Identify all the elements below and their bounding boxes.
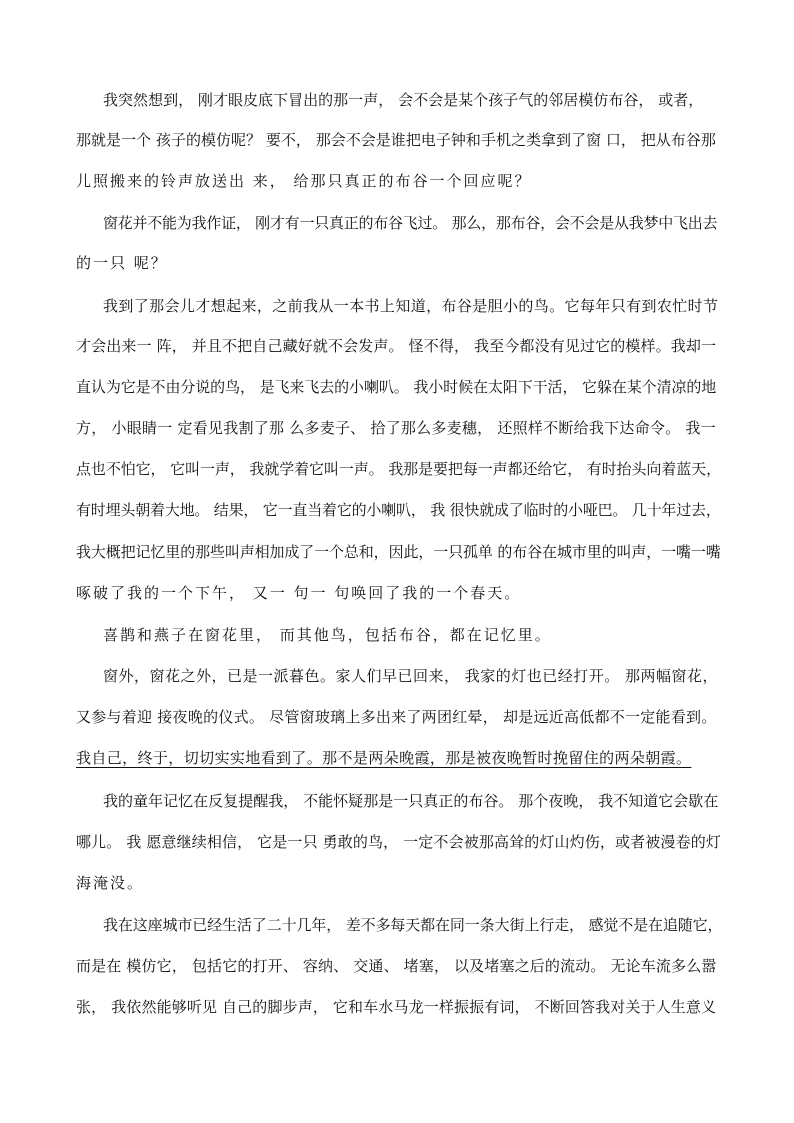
text-line: 喜鹊和燕子在窗花里， 而其他鸟，包括布谷，都在记忆里。 bbox=[103, 626, 552, 644]
text-line: 直认为它是不由分说的鸟， 是飞来飞去的小喇叭。 我小时候在太阳下干活， 它躲在某个清凉的地 bbox=[76, 378, 717, 396]
text-line: 张， 我依然能够听见 自己的脚步声， 它和车水马龙一样振振有词， 不断回答我对关于人生意义 bbox=[76, 998, 717, 1016]
text-line: 又参与着迎 接夜晚的仪式。 尽管窗玻璃上多出来了两团红晕， 却是远近高低都不一定能看到。 bbox=[76, 708, 717, 726]
text-line: 我在这座城市已经生活了二十几年， 差不多每天都在同一条大街上行走， 感觉不是在追随它， bbox=[103, 916, 723, 934]
text-line: 我突然想到， 刚才眼皮底下冒出的那一声， 会不会是某个孩子气的邻居模仿布谷， 或者， bbox=[103, 91, 704, 109]
text-line: 点也不怕它， 它叫一声， 我就学着它叫一声。 我那是要把每一声都还给它， 有时抬头向着蓝天， bbox=[76, 460, 721, 478]
text-line: 哪儿。 我 愿意继续相信， 它是一只 勇敢的鸟， 一定不会被那高耸的灯山灼伤，或者被漫卷的灯 bbox=[76, 833, 721, 851]
text-line: 才会出来一 阵， 并且不把自己藏好就不会发声。 怪不得， 我至今都没有见过它的模样。我却一 bbox=[76, 337, 717, 355]
text-line: 窗外，窗花之外，已是一派暮色。家人们早已回来， 我家的灯也已经打开。 那两幅窗花， bbox=[103, 667, 719, 685]
text-line: 方， 小眼睛一 定看见我割了那 么多麦子、 拾了那么多麦穗， 还照样不断给我下达命令。 我一 bbox=[76, 419, 716, 437]
text-line: 啄破了我的一个下午， 又一 句一 句唤回了我的一个春天。 bbox=[76, 584, 522, 602]
text-line: 有时埋头朝着大地。 结果， 它一直当着它的小喇叭， 我 很快就成了临时的小哑巴。 几十年过去， bbox=[76, 501, 721, 519]
text-line: 的一只 呢？ bbox=[76, 254, 168, 272]
text-line: 窗花并不能为我作证， 刚才有一只真正的布谷飞过。 那么，那布谷，会不会是从我梦中飞出去 bbox=[103, 214, 718, 232]
text-line: 海淹没。 bbox=[76, 874, 145, 892]
text-line: 我到了那会儿才想起来，之前我从一本书上知道，布谷是胆小的鸟。它每年只有到农忙时节 bbox=[103, 297, 719, 315]
text-line: 我大概把记忆里的那些叫声相加成了一个总和，因此，一只孤单 的布谷在城市里的叫声，一嘴一嘴 bbox=[76, 543, 721, 561]
text-line: 我的童年记忆在反复提醒我， 不能怀疑那是一只真正的布谷。 那个夜晚， 我不知道它会歇在 bbox=[103, 792, 719, 810]
text-line: 那就是一个 孩子的模仿呢？ 要不， 那会不会是谁把电子钟和手机之类拿到了窗 口， 把从布谷那 bbox=[76, 131, 716, 149]
underlined-text-line: 我自己，终于，切切实实地看到了。那不是两朵晚霞，那是被夜晚暂时挽留住的两朵朝霞。 bbox=[76, 749, 692, 767]
text-line: 而是在 模仿它， 包括它的打开、 容纳、 交通、 堵塞， 以及堵塞之后的流动。 无论车流多么嚣 bbox=[76, 957, 717, 975]
text-line: 儿照搬来的铃声放送出 来， 给那只真正的布谷一个回应呢？ bbox=[76, 172, 532, 190]
